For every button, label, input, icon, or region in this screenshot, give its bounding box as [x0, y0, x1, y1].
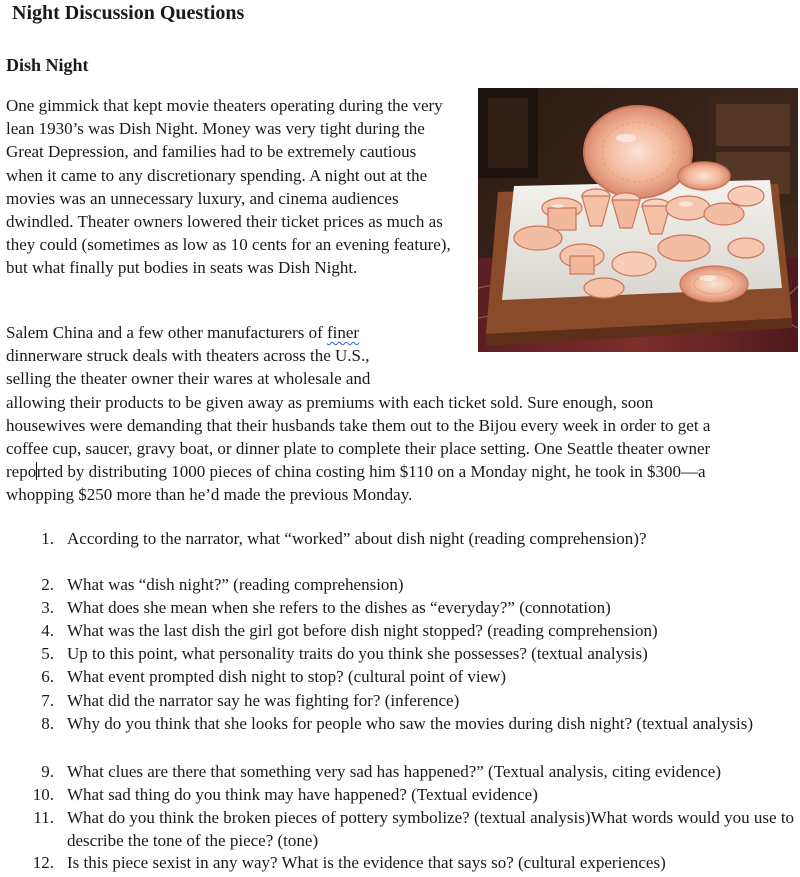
- intro-paragraph: One gimmick that kept movie theaters operating during the very lean 1930’s was Dish Night. Money was very tight during the Great Depression, and families had to be extremely cautious when it came to any discretionary spending. A night out at the movies was an unnecessary luxury, and cinema audiences dwindled. Theater owners lowered their ticket prices as much as they could (sometimes as low as 10 cents for an evening feature), but what finally put bodies in seats was Dish Night.: [6, 96, 451, 278]
- salem-china-paragraph: [6, 321, 796, 507]
- document-title: Night Discussion Questions: [12, 2, 245, 24]
- paragraph-line: allowing their products to be given away as premiums with each ticket sold. Sure enough, soon: [6, 392, 654, 412]
- paragraph-line: whopping $250 more than he’d made the previous Monday.: [6, 485, 413, 505]
- depression-glass-photo: [478, 88, 798, 352]
- question-item: 5. Up to this point, what personality traits do you think she possesses? (textual analysis): [41, 644, 648, 663]
- question-item: 11. What do you think the broken pieces of pottery symbolize? (textual analysis)What words would you use to describe the tone of the piece? (tone): [33, 808, 795, 850]
- paragraph-line: coffee cup, saucer, gravy boat, or dinner plate to complete their place setting. One Seattle theater owner: [6, 439, 711, 459]
- question-item: 12. Is this piece sexist in any way? What is the evidence that says so? (cultural experiences): [32, 853, 666, 872]
- paragraph-line: selling the theater owner their wares at wholesale and: [6, 369, 371, 389]
- question-item: 4. What was the last dish the girl got before dish night stopped? (reading comprehension): [41, 621, 658, 640]
- paragraph-line: reported by distributing 1000 pieces of china costing him $110 on a Monday night, he took in $300—a: [6, 462, 706, 482]
- question-item: 2. What was “dish night?” (reading comprehension): [41, 575, 404, 594]
- question-item: 1. According to the narrator, what “worked” about dish night (reading comprehension)?: [41, 529, 647, 548]
- question-item: 6. What event prompted dish night to stop? (cultural point of view): [41, 667, 507, 686]
- paragraph-line: housewives were demanding that their husbands take them out to the Bijou every week in order to get a: [6, 415, 711, 435]
- paragraph-line: dinnerware struck deals with theaters across the U.S.,: [6, 346, 370, 366]
- question-item: 9. What clues are there that something very sad has happened?” (Textual analysis, citing evidence): [41, 762, 721, 781]
- paragraph-line: Salem China and a few other manufacturers of finer: [6, 323, 360, 342]
- section-heading-dish-night: Dish Night: [6, 55, 89, 75]
- question-item: 8. Why do you think that she looks for people who saw the movies during dish night? (textual analysis): [41, 714, 754, 733]
- spellcheck-underlined-word[interactable]: finer: [327, 323, 360, 342]
- question-item: 3. What does she mean when she refers to the dishes as “everyday?” (connotation): [41, 598, 611, 617]
- question-item: 7. What did the narrator say he was fighting for? (inference): [41, 691, 460, 710]
- question-item: 10. What sad thing do you think may have happened? (Textual evidence): [32, 785, 538, 804]
